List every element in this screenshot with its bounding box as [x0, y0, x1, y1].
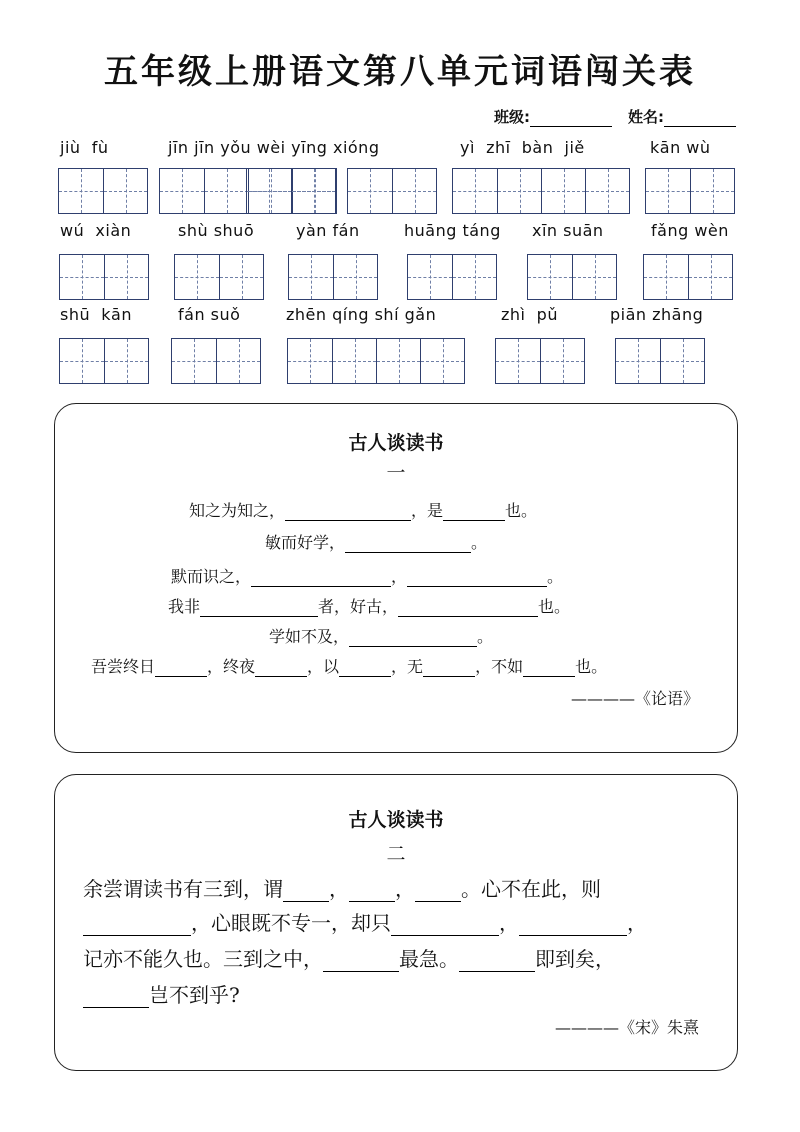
pinyin-label: yì zhī bàn jiě: [460, 138, 585, 157]
fill-blank[interactable]: [323, 953, 399, 972]
reading-box-1: [54, 403, 738, 753]
verse-line: 敏而好学， 。: [265, 533, 488, 552]
writing-grid[interactable]: [347, 168, 437, 214]
fill-blank[interactable]: [391, 917, 499, 936]
paragraph-line: 余尝谓读书有三到，谓 ， ， 。心不在此，则: [83, 877, 601, 901]
paragraph-line: 岂不到乎?: [83, 979, 240, 1008]
pinyin-label: huāng táng: [404, 221, 501, 240]
fill-blank[interactable]: [349, 628, 477, 647]
writing-grid[interactable]: [59, 254, 149, 300]
box-number: 二: [386, 843, 406, 865]
pinyin-label: zhēn qíng shí gǎn: [286, 305, 437, 324]
writing-grid[interactable]: [645, 168, 735, 214]
fill-blank[interactable]: [523, 658, 575, 677]
pinyin-label: xīn suān: [532, 221, 604, 240]
page-title: 五年级上册语文第八单元词语闯关表: [104, 52, 696, 92]
fill-blank[interactable]: [200, 598, 318, 617]
pinyin-label: jiù fù: [60, 138, 109, 157]
fill-blank[interactable]: [443, 502, 505, 521]
fill-blank[interactable]: [415, 883, 461, 902]
pinyin-label: kān wù: [650, 138, 711, 157]
source-citation: ————《宋》朱熹: [554, 1018, 699, 1037]
fill-blank[interactable]: [285, 502, 411, 521]
box-number: 一: [386, 462, 406, 484]
fill-blank[interactable]: [398, 598, 538, 617]
verse-line: 学如不及， 。: [269, 627, 494, 646]
verse-line: 我非 者，好古， 也。: [168, 597, 571, 616]
writing-grid[interactable]: [171, 338, 261, 384]
fill-blank[interactable]: [83, 989, 149, 1008]
box-title: 古人谈读书: [348, 809, 444, 831]
writing-grid[interactable]: [246, 168, 336, 214]
fill-blank[interactable]: [459, 953, 535, 972]
fill-blank[interactable]: [155, 658, 207, 677]
writing-grid[interactable]: [59, 338, 149, 384]
writing-grid[interactable]: [58, 168, 148, 214]
source-citation: ————《论语》: [570, 689, 699, 708]
fill-blank[interactable]: [83, 917, 191, 936]
fill-blank[interactable]: [407, 568, 547, 587]
writing-grid[interactable]: [452, 168, 630, 214]
writing-grid[interactable]: [174, 254, 264, 300]
pinyin-label: piān zhāng: [610, 305, 704, 324]
class-blank[interactable]: [530, 110, 612, 127]
verse-line: 吾尝终日 ，终夜 ，以 ，无 ，不如 也。: [91, 657, 608, 676]
fill-blank[interactable]: [349, 883, 395, 902]
verse-line: 默而识之， ， 。: [171, 567, 564, 586]
name-label: 姓名:: [628, 108, 664, 126]
fill-blank[interactable]: [519, 917, 627, 936]
pinyin-label: fán suǒ: [178, 305, 241, 324]
writing-grid[interactable]: [495, 338, 585, 384]
pinyin-label: jīn jīn yǒu wèi yīng xióng: [168, 138, 380, 157]
pinyin-label: wú xiàn: [60, 221, 132, 240]
pinyin-label: fǎng wèn: [651, 221, 729, 240]
verse-line: 知之为知之， ，是 也。: [189, 501, 538, 520]
pinyin-label: shū kān: [60, 305, 132, 324]
box-title: 古人谈读书: [348, 432, 444, 454]
writing-grid[interactable]: [643, 254, 733, 300]
class-label: 班级:: [494, 108, 530, 126]
class-field[interactable]: [494, 106, 612, 127]
fill-blank[interactable]: [345, 534, 471, 553]
fill-blank[interactable]: [251, 568, 391, 587]
name-field[interactable]: [628, 106, 736, 127]
writing-grid[interactable]: [287, 338, 465, 384]
paragraph-line: 记亦不能久也。三到之中， 最急。 即到矣，: [83, 947, 615, 971]
reading-box-2: [54, 774, 738, 1071]
fill-blank[interactable]: [283, 883, 329, 902]
fill-blank[interactable]: [339, 658, 391, 677]
fill-blank[interactable]: [255, 658, 307, 677]
name-blank[interactable]: [664, 110, 736, 127]
writing-grid[interactable]: [288, 254, 378, 300]
pinyin-label: yàn fán: [296, 221, 360, 240]
pinyin-label: zhì pǔ: [501, 305, 558, 324]
paragraph-line: ，心眼既不专一，却只 ， ，: [83, 907, 647, 936]
writing-grid[interactable]: [527, 254, 617, 300]
writing-grid[interactable]: [615, 338, 705, 384]
pinyin-label: shù shuō: [178, 221, 255, 240]
writing-grid[interactable]: [407, 254, 497, 300]
fill-blank[interactable]: [423, 658, 475, 677]
